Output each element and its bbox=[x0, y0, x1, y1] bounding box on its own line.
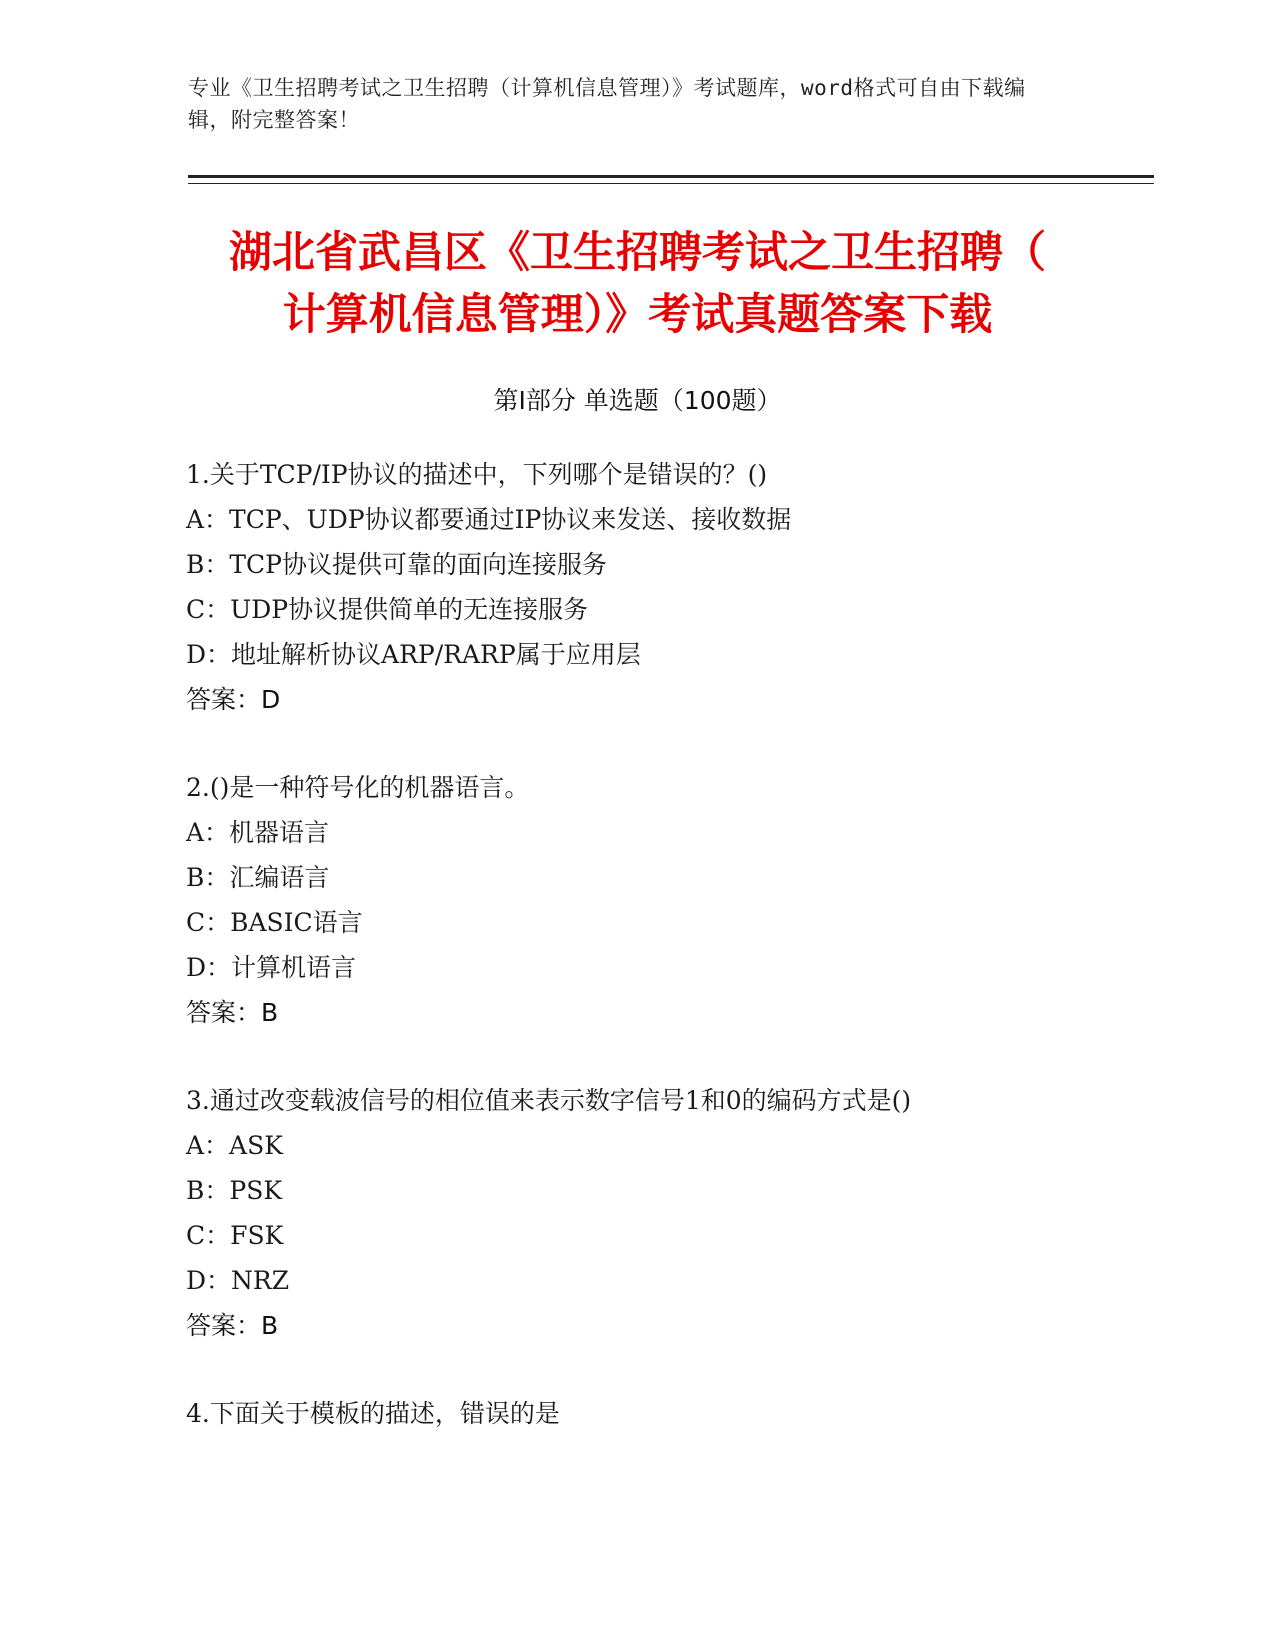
option-c: C：FSK bbox=[186, 1221, 284, 1250]
question-stem: 3.通过改变载波信号的相位值来表示数字信号1和0的编码方式是() bbox=[186, 1086, 912, 1115]
question-4 bbox=[186, 1391, 1126, 1436]
answer: 答案：B bbox=[186, 1311, 279, 1340]
option-b: B：TCP协议提供可靠的面向连接服务 bbox=[186, 550, 607, 579]
question-1 bbox=[186, 452, 1126, 722]
answer: 答案：B bbox=[186, 998, 279, 1027]
document-title-line-2: 计算机信息管理）》考试真题答案下载 bbox=[282, 290, 993, 340]
question-2 bbox=[186, 765, 1126, 1035]
option-d: D：NRZ bbox=[186, 1266, 290, 1295]
question-stem: 4.下面关于模板的描述，错误的是 bbox=[186, 1399, 560, 1428]
option-c: C：UDP协议提供简单的无连接服务 bbox=[186, 595, 589, 624]
question-stem: 1.关于TCP/IP协议的描述中，下列哪个是错误的？() bbox=[186, 460, 768, 489]
header-rule-thin bbox=[188, 183, 1154, 184]
section-title: 第Ⅰ部分 单选题（100题） bbox=[493, 386, 782, 415]
option-c: C：BASIC语言 bbox=[186, 908, 363, 937]
document-title-line-1: 湖北省武昌区《卫生招聘考试之卫生招聘（ bbox=[229, 228, 1046, 278]
option-b: B：汇编语言 bbox=[186, 863, 330, 892]
option-d: D：计算机语言 bbox=[186, 953, 357, 982]
option-a: A：机器语言 bbox=[186, 818, 330, 847]
document-title bbox=[150, 222, 1125, 346]
option-d: D：地址解析协议ARP/RARP属于应用层 bbox=[186, 640, 641, 669]
header-rule-thick bbox=[188, 175, 1154, 178]
option-a: A：ASK bbox=[186, 1131, 283, 1160]
question-stem: 2.()是一种符号化的机器语言。 bbox=[186, 773, 530, 802]
option-b: B：PSK bbox=[186, 1176, 282, 1205]
option-a: A：TCP、UDP协议都要通过IP协议来发送、接收数据 bbox=[186, 505, 792, 534]
question-3 bbox=[186, 1078, 1126, 1348]
answer: 答案：D bbox=[186, 685, 281, 714]
header-note: 专业《卫生招聘考试之卫生招聘（计算机信息管理）》考试题库，word格式可自由下载编辑，附完整答案！ bbox=[188, 76, 1026, 132]
